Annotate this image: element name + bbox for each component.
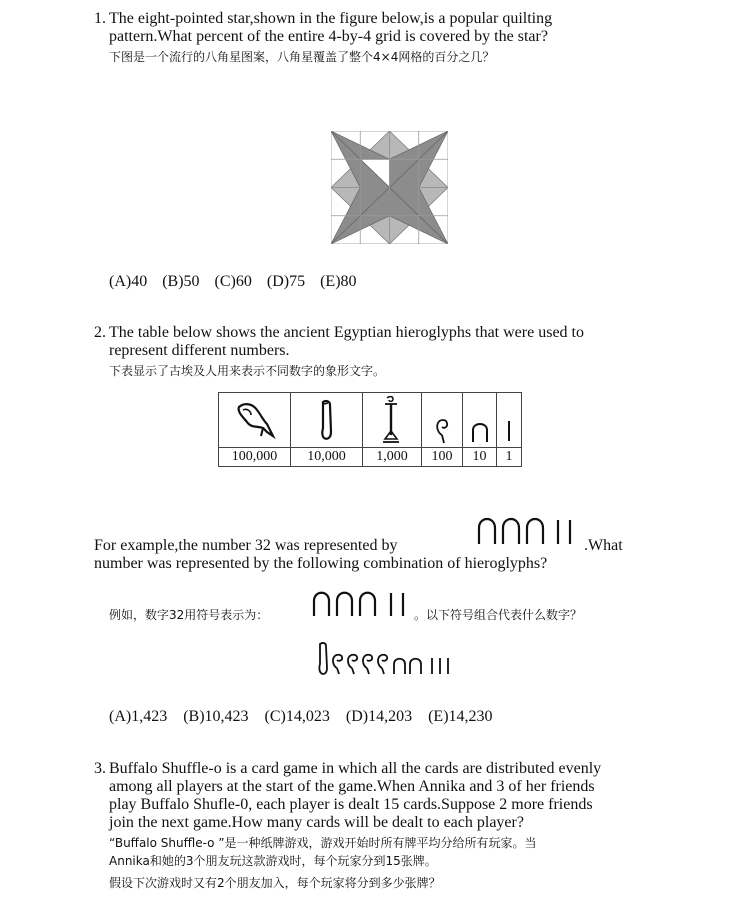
vertical-stroke-icon	[504, 403, 514, 443]
hieroglyph-combination	[316, 640, 464, 676]
q1-option-e[interactable]: (E)80	[320, 273, 357, 290]
hieroglyph-table	[218, 392, 522, 467]
q3-text-line1: Buffalo Shuffle-o is a card game in which all the cards are distributed evenly	[109, 760, 602, 777]
q3-chinese-line3: 假设下次游戏时又有2个朋友加入，每个玩家将分到多少张牌？	[109, 876, 441, 890]
q1-chinese-text: 下图是一个流行的八角星图案，八角星覆盖了整个4×4网格的百分之几？	[109, 50, 495, 64]
chinese-example-32-glyphs	[311, 588, 411, 618]
q2-example-line2: number was represented by the following combination of hieroglyphs?	[94, 555, 548, 572]
coil-rope-icon	[430, 405, 454, 445]
q1-option-b[interactable]: (B)50	[162, 273, 200, 290]
q3-text-line3: play Buffalo Shufle-0, each player is dealt 15 cards.Suppose 2 more friends	[109, 796, 593, 813]
q2-option-d[interactable]: (D)14,203	[345, 708, 413, 725]
q1-text-line2: pattern.What percent of the entire 4-by-4 grid is covered by the star?	[109, 28, 548, 45]
coil-glyph-cell	[422, 393, 463, 448]
heel-bone-icon	[469, 404, 491, 444]
q2-example-text-post: .What	[584, 537, 623, 554]
value-10000: 10,000	[291, 448, 363, 467]
tadpole-icon	[233, 398, 277, 442]
q2-text-line2: represent different numbers.	[109, 342, 290, 359]
q2-chinese-example-pre: 例如，数字32用符号表示为：	[109, 608, 269, 622]
q2-option-b[interactable]: (B)10,423	[183, 708, 249, 725]
value-100: 100	[422, 448, 463, 467]
finger-icon	[317, 398, 337, 442]
q2-option-a[interactable]: (A)1,423	[109, 708, 168, 725]
heel-bone-glyph-cell	[463, 393, 497, 448]
hieroglyph-value-row	[219, 448, 522, 467]
hieroglyph-symbol-row	[219, 393, 522, 448]
value-10: 10	[463, 448, 497, 467]
value-100000: 100,000	[219, 448, 291, 467]
q2-chinese-example-post: 。以下符号组合代表什么数字？	[414, 608, 583, 622]
q2-chinese-text: 下表显示了古埃及人用来表示不同数字的象形文字。	[109, 364, 386, 378]
q1-option-c[interactable]: (C)60	[214, 273, 252, 290]
q1-answer-options	[109, 273, 372, 291]
q2-number: 2.	[94, 324, 106, 341]
q2-option-c[interactable]: (C)14,023	[264, 708, 330, 725]
value-1000: 1,000	[363, 448, 422, 467]
finger-glyph-cell	[291, 393, 363, 448]
q3-chinese-line2: Annika和她的3个朋友玩这款游戏时，每个玩家分到15张牌。	[109, 854, 437, 868]
q1-option-d[interactable]: (D)75	[266, 273, 306, 290]
q1-number: 1.	[94, 10, 106, 27]
q3-text-line2: among all players at the start of the game.When Annika and 3 of her friends	[109, 778, 595, 795]
q3-text-line4: join the next game.How many cards will be dealt to each player?	[109, 814, 524, 831]
q3-chinese-line1: “Buffalo Shuffle-o ”是一种纸牌游戏，游戏开始时所有牌平均分给所有玩家。当	[109, 836, 537, 850]
lotus-icon	[379, 395, 405, 445]
value-1: 1	[497, 448, 522, 467]
eight-pointed-star-figure	[331, 131, 448, 244]
q3-number: 3.	[94, 760, 106, 777]
q2-answer-options	[109, 708, 508, 726]
stroke-glyph-cell	[497, 393, 522, 448]
tadpole-glyph-cell	[219, 393, 291, 448]
q1-option-a[interactable]: (A)40	[109, 273, 148, 290]
lotus-glyph-cell	[363, 393, 422, 448]
q2-example-text-pre: For example,the number 32 was represented by	[94, 537, 398, 554]
q1-text-line1: The eight-pointed star,shown in the figure below,is a popular quilting	[109, 10, 553, 27]
q2-text-line1: The table below shows the ancient Egyptian hieroglyphs that were used to	[109, 324, 584, 341]
example-32-glyphs	[476, 514, 578, 546]
q2-option-e[interactable]: (E)14,230	[428, 708, 493, 725]
